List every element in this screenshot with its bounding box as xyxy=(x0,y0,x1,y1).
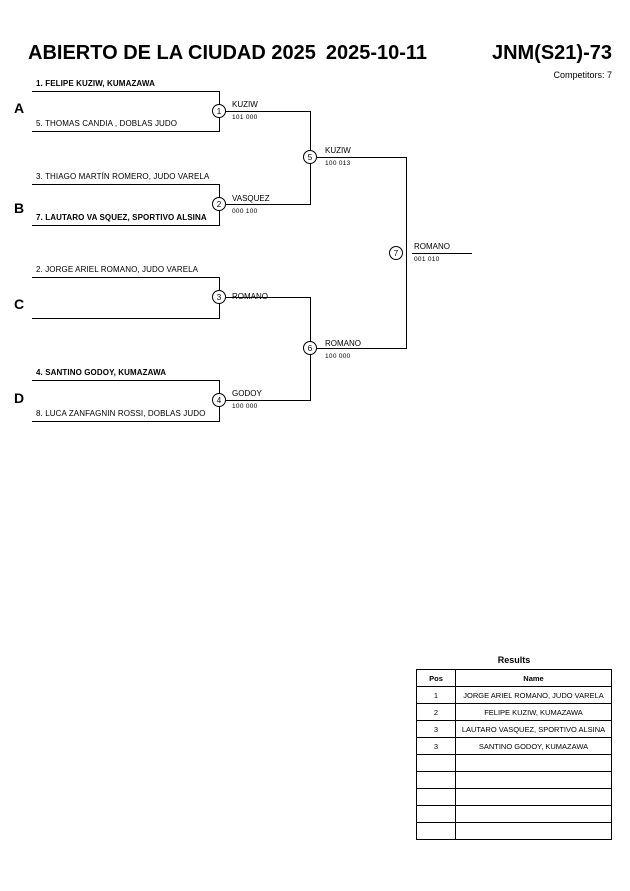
entrant-name: JORGE ARIEL ROMANO, JUDO VARELA xyxy=(45,265,199,274)
entrant-line-7 xyxy=(32,380,220,381)
result-name: SANTINO GODOY, KUMAZAWA xyxy=(456,738,612,755)
entrant-line-6 xyxy=(32,318,220,319)
match-6-score: 100 000 xyxy=(325,353,351,360)
match-4-winner: GODOY xyxy=(232,389,262,398)
result-pos: 1 xyxy=(417,687,456,704)
category-code: JNM(S21)-73 xyxy=(491,42,612,64)
table-row xyxy=(417,806,612,823)
match-2-winner: VASQUEZ xyxy=(232,194,270,203)
match-5-winner: KUZIW xyxy=(325,146,351,155)
entrant-line-1 xyxy=(32,91,220,92)
match-4-score: 100 000 xyxy=(232,403,258,410)
entrant-2 xyxy=(36,119,177,128)
entrant-7 xyxy=(36,368,166,377)
group-label-a: A xyxy=(14,100,25,116)
entrant-name: FELIPE KUZIW, KUMAZAWA xyxy=(45,79,155,88)
result-name xyxy=(456,772,612,789)
table-row xyxy=(417,738,612,755)
group-label-d: D xyxy=(14,390,25,406)
table-row xyxy=(417,823,612,840)
entrant-line-4 xyxy=(32,225,220,226)
match-7-winner: ROMANO xyxy=(414,242,450,251)
result-name: FELIPE KUZIW, KUMAZAWA xyxy=(456,704,612,721)
page-title xyxy=(28,42,427,65)
match-3-winner: ROMANO xyxy=(232,292,268,301)
match-1-score: 101 000 xyxy=(232,114,258,121)
result-name: LAUTARO VASQUEZ, SPORTIVO ALSINA xyxy=(456,721,612,738)
result-name xyxy=(456,755,612,772)
entrant-name: LUCA ZANFAGNIN ROSSI, DOBLAS JUDO xyxy=(45,409,206,418)
result-pos xyxy=(417,806,456,823)
entrant-seed: 8. xyxy=(36,409,43,418)
entrant-seed: 4. xyxy=(36,368,43,377)
entrant-line-3 xyxy=(32,184,220,185)
match-6-number: 6 xyxy=(303,341,317,355)
match-5-number: 5 xyxy=(303,150,317,164)
result-pos xyxy=(417,823,456,840)
entrant-seed: 5. xyxy=(36,119,43,128)
group-label-b: B xyxy=(14,200,25,216)
entrant-name: THOMAS CANDIA , DOBLAS JUDO xyxy=(45,119,178,128)
result-pos: 3 xyxy=(417,721,456,738)
match-1-number: 1 xyxy=(212,104,226,118)
result-pos xyxy=(417,772,456,789)
entrant-seed: 3. xyxy=(36,172,43,181)
entrant-4 xyxy=(36,213,207,222)
match-7-number: 7 xyxy=(389,246,403,260)
entrant-name: LAUTARO VA SQUEZ, SPORTIVO ALSINA xyxy=(45,213,207,222)
entrant-seed: 2. xyxy=(36,265,43,274)
results-col-pos: Pos xyxy=(417,670,456,687)
entrant-line-5 xyxy=(32,277,220,278)
match-1-winner: KUZIW xyxy=(232,100,258,109)
match-5-output-line xyxy=(317,157,407,158)
entrant-3 xyxy=(36,172,209,181)
table-row xyxy=(417,687,612,704)
table-row xyxy=(417,772,612,789)
match-4-output-line xyxy=(226,400,311,401)
match-7-output-line xyxy=(412,253,472,254)
match-6-output-line xyxy=(317,348,407,349)
match-6-winner: ROMANO xyxy=(325,339,361,348)
match-4-number: 4 xyxy=(212,393,226,407)
match-7-score: 001 010 xyxy=(414,256,440,263)
competitors-count: Competitors: 7 xyxy=(553,70,612,80)
results-header-row xyxy=(417,670,612,687)
match-2-output-line xyxy=(226,204,311,205)
entrant-name: SANTINO GODOY, KUMAZAWA xyxy=(45,368,167,377)
results-table xyxy=(416,669,612,840)
entrant-seed: 1. xyxy=(36,79,43,88)
entrant-line-8 xyxy=(32,421,220,422)
results-panel xyxy=(416,655,612,840)
event-date: 2025-10-11 xyxy=(325,42,428,64)
result-name: JORGE ARIEL ROMANO, JUDO VARELA xyxy=(456,687,612,704)
result-name xyxy=(456,789,612,806)
match-1-output-line xyxy=(226,111,311,112)
entrant-5 xyxy=(36,265,198,274)
match-2-score: 000 100 xyxy=(232,208,258,215)
entrant-seed: 7. xyxy=(36,213,43,222)
results-col-name: Name xyxy=(456,670,612,687)
result-pos: 3 xyxy=(417,738,456,755)
result-name xyxy=(456,806,612,823)
result-pos xyxy=(417,789,456,806)
table-row xyxy=(417,721,612,738)
entrant-1 xyxy=(36,79,155,88)
group-label-c: C xyxy=(14,296,25,312)
entrant-name: THIAGO MARTÍN ROMERO, JUDO VARELA xyxy=(45,172,210,181)
table-row xyxy=(417,704,612,721)
result-pos xyxy=(417,755,456,772)
tournament-name: ABIERTO DE LA CIUDAD 2025 xyxy=(28,42,316,64)
entrant-8 xyxy=(36,409,205,418)
match-5-score: 100 013 xyxy=(325,160,351,167)
bracket-connector-7 xyxy=(406,157,407,348)
match-2-number: 2 xyxy=(212,197,226,211)
table-row xyxy=(417,755,612,772)
result-pos: 2 xyxy=(417,704,456,721)
result-name xyxy=(456,823,612,840)
results-title: Results xyxy=(497,655,531,665)
table-row xyxy=(417,789,612,806)
entrant-line-2 xyxy=(32,131,220,132)
match-3-number: 3 xyxy=(212,290,226,304)
